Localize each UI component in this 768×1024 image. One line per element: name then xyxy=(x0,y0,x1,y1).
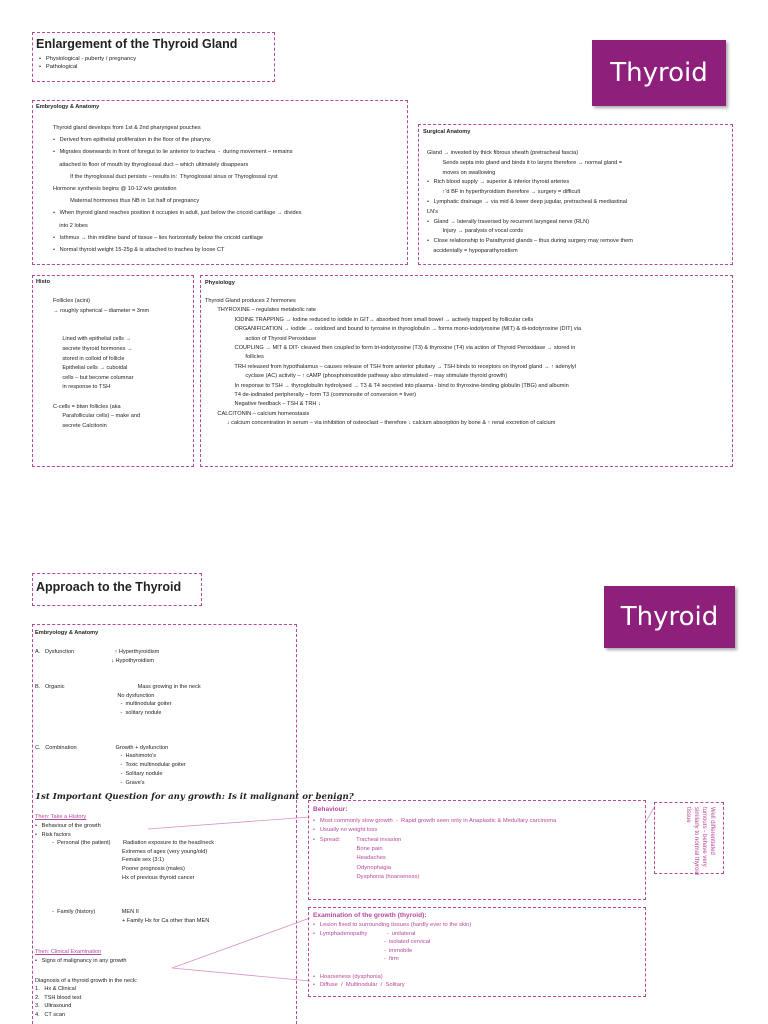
text-line: 2. TSH blood test xyxy=(35,994,82,1001)
text-line: ↓ Hypothyroidism xyxy=(35,657,155,664)
text-line: cells – but become columnar xyxy=(53,374,134,381)
behaviour-title: Behaviour: xyxy=(313,806,348,813)
text-line: In response to TSH → thyroglobulin hydrolysed → T3 & T4 secreted into plasma - bind to thyroxine-binding globulin (TBG) and albumin xyxy=(205,382,569,389)
text-line: - Solitary nodule xyxy=(35,770,163,777)
text-line: - Toxic multinodular goiter xyxy=(35,762,186,769)
text-line: • Derived from epithelial proliferation in the floor of the pharynx xyxy=(53,137,211,144)
text-line: - multinodular goiter xyxy=(35,701,172,708)
embryology-title-1: Embryology & Anatomy xyxy=(36,104,100,110)
text-line: Follicles (acini) xyxy=(53,298,90,304)
text-line: 1. Hx & Clinical xyxy=(35,986,77,993)
text-line: action of Thyroid Peroxidase xyxy=(205,335,317,342)
text-line: secrete Calcitonin xyxy=(53,422,107,429)
text-line: No dysfunction xyxy=(35,692,155,699)
text-line: • Spread: Tracheal invasion xyxy=(313,836,402,843)
text-line: Poorer prognosis (males) xyxy=(35,866,185,872)
text-line: in response to TSH xyxy=(53,384,111,391)
text-line: - isolated cervical xyxy=(313,939,431,946)
history-heading: Then: Take a History xyxy=(35,814,87,820)
text-line: LN's xyxy=(427,208,439,215)
text-line: • Most commonly slow growth - Rapid growth seen only in Anaplastic & Medullary carcinoma xyxy=(313,818,557,824)
side-note-line: similarly to normal thyroid xyxy=(693,807,699,876)
text-line: • Lesion fixed to surrounding tissues (hardly ever to the skin) xyxy=(313,922,472,928)
text-line: - immobile xyxy=(313,947,413,954)
text-line: • Gland → laterally traversed by recurrent laryngeal nerve (RLN) xyxy=(427,218,590,225)
text-line: COUPLING → MIT & DIT- cleaved then coupled to form tri-iodotyrosine (T3) & thyroxine (T4) via action of Thyroid Peroxidase → stored in xyxy=(205,345,576,351)
text-line: accidentally = hypoparathyroidism xyxy=(427,248,518,254)
text-line: • Risk factors xyxy=(35,831,71,838)
text-line: Dysphonia (hoarseness) xyxy=(313,873,420,880)
text-line: TRH released from hypothalamus – causes release of TSH from anterior pituitary → TSH binds to receptors on thyroid gland → ↑ adenylyl xyxy=(205,363,576,370)
text-line: Epithelial cells → cuboidal xyxy=(53,365,128,372)
text-line: ↑'d BF in hyperthyroidism therefore → surgery = difficult xyxy=(427,189,581,196)
bullet-2: • Pathological xyxy=(39,63,78,70)
text-line: Parafollicular cells) – make and xyxy=(53,413,141,420)
bullet-1: • Physiological - puberty / pregnancy xyxy=(39,56,137,62)
text-line: • Close relationship to Parathyroid glands – thus during surgery may remove them xyxy=(427,238,633,245)
examination-title: Examination of the growth (thyroid): xyxy=(313,912,427,919)
text-line: A. Dysfunction ↑ Hyperthyroidism xyxy=(35,649,160,655)
text-line: cyclase (AC) activity – ↑ cAMP (phosphoinositide pathway also stimulated – may stimulate thyroid growth) xyxy=(205,373,508,380)
text-line: Diagnosis of a thyroid growth in the neck: xyxy=(35,978,138,984)
text-line: Extremes of ages (very young/old) xyxy=(35,848,208,855)
text-line: Maternal hormones thus NB in 1st half of pregnancy xyxy=(53,198,200,205)
text-line: follicles xyxy=(205,354,264,361)
page-title-2: Approach to the Thyroid xyxy=(36,580,182,594)
text-line: Sends septa into gland and binds it to larynx therefore → normal gland = xyxy=(427,159,623,166)
text-line: Injury → paralysis of vocal cords xyxy=(427,228,524,235)
text-line: • Hoarseness (dysphonia) xyxy=(313,973,383,980)
text-line: - Personal (the patient) Radiation exposure to the head/neck xyxy=(35,840,215,847)
text-line: IODINE TRAPPING → Iodine reduced to iodide in GIT→ absorbed from small bowel → actively trapped by follicular cells xyxy=(205,316,534,323)
text-line: • Diffuse / Multinodular / Solitary xyxy=(313,982,405,989)
text-line: ORGANIFICATION → iodide → oxidized and bound to tyrosine in thyroglobulin → forms mono-iodotyrosine (MIT) & di-iodotyrosine (DIT) via xyxy=(205,326,582,333)
thyroid-banner-1: Thyroid xyxy=(592,40,726,106)
text-line: attached to floor of mouth by thyroglossal duct – which ultimately disappears xyxy=(53,161,249,168)
text-line: • When thyroid gland reaches position it occupies in adult, just below the cricoid cartilage → divides xyxy=(53,210,302,217)
text-line: stored in colloid of follicle xyxy=(53,355,125,362)
text-line: • Behaviour of the growth xyxy=(35,823,101,829)
embryology-title-2: Embryology & Anatomy xyxy=(35,630,99,636)
text-line: B. Organic Mass growing in the neck xyxy=(35,683,201,690)
text-line: • Rich blood supply → superior & inferior thyroid arteries xyxy=(427,179,570,186)
text-line: Female sex (3:1) xyxy=(35,857,164,864)
text-line: Headaches xyxy=(313,855,386,862)
examination-box xyxy=(308,907,646,997)
text-line: THYROXINE – regulates metabolic rate xyxy=(205,307,316,314)
behaviour-box xyxy=(308,800,646,900)
histo-title: Histo xyxy=(36,279,50,285)
text-line: 4. CT scan xyxy=(35,1011,66,1018)
text-line: Hormone synthesis begins @ 10-12 w/o gestation xyxy=(53,186,177,192)
text-line: - Grave's xyxy=(35,779,145,786)
side-note-box xyxy=(654,802,724,874)
text-line: secrete thyroid hormones → xyxy=(53,346,133,352)
text-line: Bone pain xyxy=(313,845,383,852)
side-note-line: Well differentiated xyxy=(709,807,715,855)
text-line: - firm xyxy=(313,956,399,963)
text-line: into 2 lobes xyxy=(53,222,88,229)
text-line: Thyroid gland develops from 1st & 2nd pharyngeal pouches xyxy=(53,125,201,131)
text-line: • Signs of malignancy in any growth xyxy=(35,958,127,964)
text-line: Hx of previous thyroid cancer xyxy=(35,874,195,881)
page-title-1: Enlargement of the Thyroid Gland xyxy=(36,37,238,51)
surgical-title: Surgical Anatomy xyxy=(423,129,471,135)
text-line: C-cells = btwn follicles (aka xyxy=(53,403,121,410)
text-line: - solitary nodule xyxy=(35,709,162,716)
thyroid-banner-2: Thyroid xyxy=(604,586,735,648)
text-line: moves on swallowing xyxy=(427,169,496,176)
text-line: CALCITONIN – calcium homeostasis xyxy=(205,410,310,417)
side-note-line: tumours - behave very xyxy=(701,807,707,867)
important-question: 1st Important Question for any growth: Is it malignant or benign? xyxy=(35,792,354,802)
text-line: Thyroid Gland produces 2 hormones xyxy=(205,298,296,304)
text-line: Negative feedback – TSH & TRH ↓ xyxy=(205,401,321,408)
text-line: - Family (history) MEN II xyxy=(35,909,139,915)
text-line: → roughly spherical – diameter = 3mm xyxy=(53,307,150,314)
text-line: + Family Hx for Ca other than MEN xyxy=(35,917,210,924)
text-line: Odynophagia xyxy=(313,864,391,871)
text-line: 3. Ultrasound xyxy=(35,1003,72,1010)
text-line: Gland → invested by thick fibrous sheath (pretracheal fascia) xyxy=(427,150,579,156)
text-line: • Lymphatic drainage → via mid & lower deep jugular, pretracheal & mediastinal xyxy=(427,199,628,205)
text-line: • Lymphadenopathy - unilateral xyxy=(313,930,416,937)
physiology-title: Physiology xyxy=(205,280,235,286)
text-line: • Normal thyroid weight 15-25g & is attached to trachea by loose CT xyxy=(53,247,225,253)
exam-heading: Then: Clinical Examination xyxy=(35,949,102,955)
text-line: Lined with epithelial cells → xyxy=(53,336,132,343)
side-note-line: tissue xyxy=(685,807,691,823)
text-line: ↓ calcium concentration in serum – via inhibition of osteoclast – therefore ↓ calcium absorption by bone & ↑ renal excretion of calcium xyxy=(205,420,556,427)
text-line: If the thyroglossal duct persists – results in: Thyroglossal sinus or Thyroglossal cyst xyxy=(53,173,278,180)
text-line: • Migrates downwards in front of foregut to lie anterior to trachea - during movement – remains xyxy=(53,149,293,156)
text-line: C. Combination Growth + dysfunction xyxy=(35,744,169,751)
text-line: • Usually no weight loss xyxy=(313,827,378,834)
text-line: - Hashimoto's xyxy=(35,753,157,760)
text-line: • Isthmus → thin midline band of tissue – lies horizontally below the cricoid cartilage xyxy=(53,234,263,241)
text-line: T4 de-iodinated peripherally – form T3 (commonsite of conversion = liver) xyxy=(205,392,417,398)
